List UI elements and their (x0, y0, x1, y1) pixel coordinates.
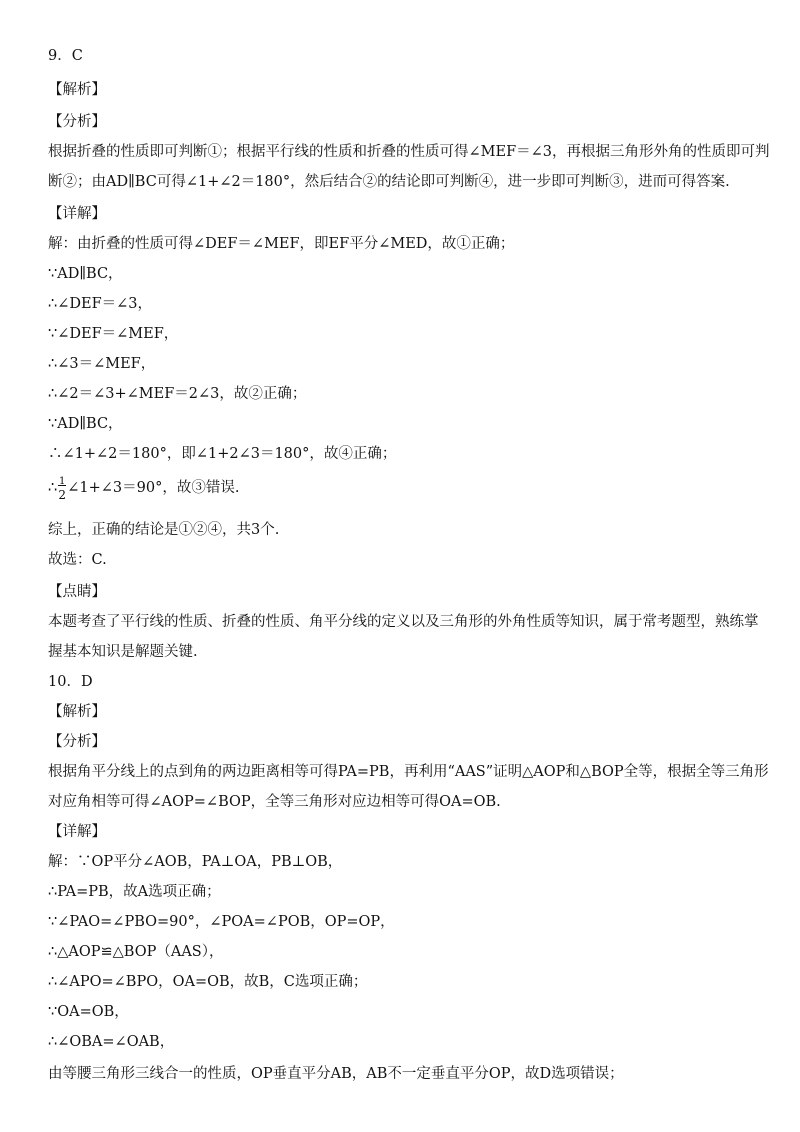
q9-step: ∵AD∥BC， (48, 416, 123, 432)
question-9-header: 9．C (48, 48, 83, 64)
q10-step: ∵OA=OB， (48, 1004, 129, 1020)
q9-analysis-label: 【解析】 (48, 82, 106, 98)
q9-fenxi-line-2: 断②；由AD∥BC可得∠1+∠2＝180°，然后结合②的结论即可判断④，进一步即可判断③，进而可得答案. (48, 174, 730, 190)
fraction-one-half (57, 476, 67, 502)
q9-fenxi-label: 【分析】 (48, 114, 106, 130)
q10-step: 由等腰三角形三线合一的性质，OP垂直平分AB，AB不一定垂直平分OP，故D选项错误； (48, 1066, 624, 1082)
fraction-step-text: ∠1+∠3＝90°，故③错误. (67, 480, 240, 496)
q9-fraction-step (48, 476, 756, 502)
q10-fenxi-line-1: 根据角平分线上的点到角的两边距离相等可得PA=PB，再利用“AAS”证明△AOP和△BOP全等，根据全等三角形 (48, 764, 769, 780)
q9-step: ∵∠DEF＝∠MEF， (48, 326, 179, 342)
q10-step: ∴∠APO=∠BPO，OA=OB，故B，C选项正确； (48, 974, 368, 990)
q10-analysis-label: 【解析】 (48, 704, 106, 720)
q10-step: ∴PA=PB，故A选项正确； (48, 884, 221, 900)
q10-step: ∴∠OBA=∠OAB， (48, 1034, 175, 1050)
q9-step: ∴∠1+∠2＝180°，即∠1+2∠3＝180°，故④正确； (48, 446, 397, 462)
fraction-denominator: 2 (58, 488, 67, 502)
q10-fenxi-label: 【分析】 (48, 734, 106, 750)
q10-fenxi-line-2: 对应角相等可得∠AOP=∠BOP，全等三角形对应边相等可得OA=OB. (48, 794, 501, 810)
q10-xiangjie-label: 【详解】 (48, 824, 106, 840)
q9-fenxi-line-1: 根据折叠的性质即可判断①；根据平行线的性质和折叠的性质可得∠MEF＝∠3，再根据三角形外角的性质即可判 (48, 144, 770, 160)
q10-step: ∵∠PAO=∠PBO=90°，∠POA=∠POB，OP=OP， (48, 914, 395, 930)
fraction-numerator: 1 (59, 476, 66, 487)
q9-dianjing-line-1: 本题考查了平行线的性质、折叠的性质、角平分线的定义以及三角形的外角性质等知识，属于常考题型，熟练掌 (48, 614, 759, 630)
q9-dianjing-label: 【点睛】 (48, 584, 106, 600)
q10-step: ∴△AOP≌△BOP（AAS）， (48, 944, 224, 960)
q9-step: ∴∠DEF＝∠3， (48, 296, 153, 312)
q9-step: ∴∠2＝∠3+∠MEF＝2∠3，故②正确； (48, 386, 307, 402)
question-10-header: 10．D (48, 674, 93, 690)
q9-step: 解：由折叠的性质可得∠DEF＝∠MEF，即EF平分∠MED，故①正确； (48, 236, 515, 252)
q9-step: ∴∠3＝∠MEF， (48, 356, 156, 372)
q9-summary: 综上，正确的结论是①②④，共3个. (48, 522, 280, 538)
q9-dianjing-line-2: 握基本知识是解题关键. (48, 644, 198, 660)
q9-answer: 故选：C. (48, 552, 107, 568)
q9-xiangjie-label: 【详解】 (48, 206, 106, 222)
therefore-symbol: ∴ (48, 480, 58, 496)
q10-step: 解：∵OP平分∠AOB，PA⊥OA，PB⊥OB， (48, 854, 343, 870)
q9-step: ∵AD∥BC， (48, 266, 123, 282)
